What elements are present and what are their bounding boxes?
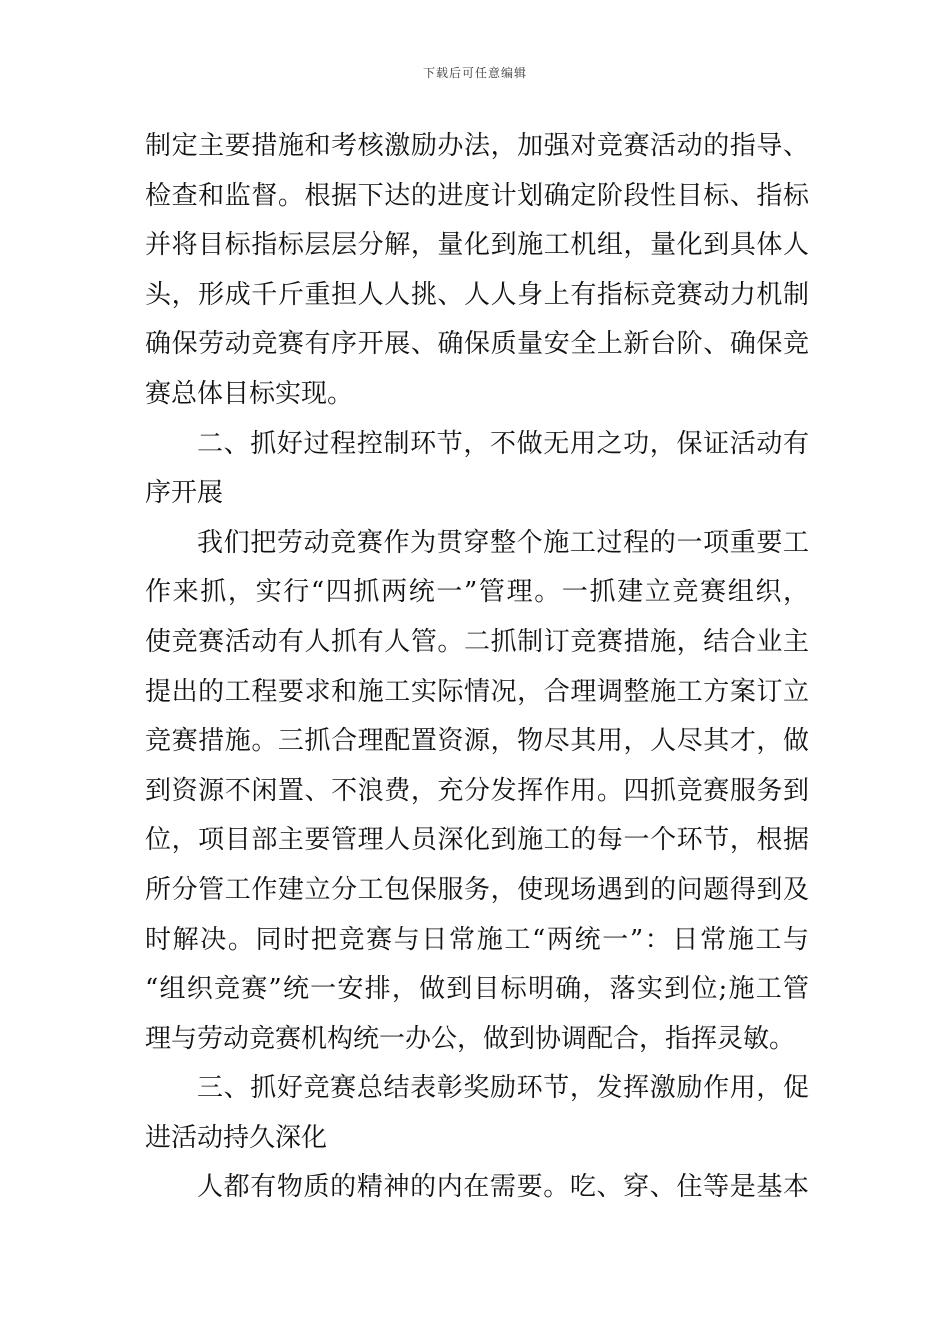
section-heading-2-line-2: 序开展 (145, 478, 224, 509)
text-line-6: 赛总体目标实现。 (145, 378, 354, 409)
text-line-19: 理与劳动竞赛机构统一办公，做到协调配合，指挥灵敏。 (145, 1023, 796, 1054)
text-line-15: 位，项目部主要管理人员深化到施工的每一个环节，根据 (145, 825, 809, 856)
document-body (145, 122, 809, 1213)
text-line-10: 作来抓，实行“四抓两统一”管理。一抓建立竞赛组织， (145, 577, 809, 608)
text-line-18: “组织竞赛”统一安排，做到目标明确，落实到位;施工管 (145, 974, 809, 1005)
text-line-14: 到资源不闲置、不浪费，充分发挥作用。四抓竞赛服务到 (145, 775, 809, 806)
text-line-1: 制定主要措施和考核激励办法，加强对竞赛活动的指导、 (145, 131, 809, 161)
text-line-13: 竞赛措施。三抓合理配置资源，物尽其用，人尽其才，做 (145, 726, 809, 757)
text-line-4: 头，形成千斤重担人人挑、人人身上有指标竞赛动力机制 (145, 279, 809, 310)
text-line-3: 并将目标指标层层分解，量化到施工机组，量化到具体人 (145, 230, 809, 261)
text-line-9: 我们把劳动竞赛作为贯穿整个施工过程的一项重要工 (197, 527, 809, 558)
text-line-17: 时解决。同时把竞赛与日常施工“两统一”：日常施工与 (145, 924, 809, 955)
text-line-22: 人都有物质的精神的内在需要。吃、穿、住等是基本 (197, 1172, 809, 1203)
section-heading-3-line-2: 进活动持久深化 (145, 1122, 328, 1153)
text-line-16: 所分管工作建立分工包保服务，使现场遇到的问题得到及 (145, 874, 809, 905)
text-line-11: 使竞赛活动有人抓有人管。二抓制订竞赛措施，结合业主 (145, 626, 809, 657)
text-line-5: 确保劳动竞赛有序开展、确保质量安全上新台阶、确保竞 (145, 329, 809, 360)
text-line-12: 提出的工程要求和施工实际情况，合理调整施工方案订立 (145, 676, 809, 707)
section-heading-2-line-1: 二、抓好过程控制环节，不做无用之功，保证活动有 (197, 428, 809, 459)
text-line-2: 检查和监督。根据下达的进度计划确定阶段性目标、指标 (145, 180, 809, 211)
page-header: 下载后可任意编辑 (422, 66, 527, 80)
section-heading-3-line-1: 三、抓好竞赛总结表彰奖励环节，发挥激励作用，促 (197, 1073, 809, 1104)
